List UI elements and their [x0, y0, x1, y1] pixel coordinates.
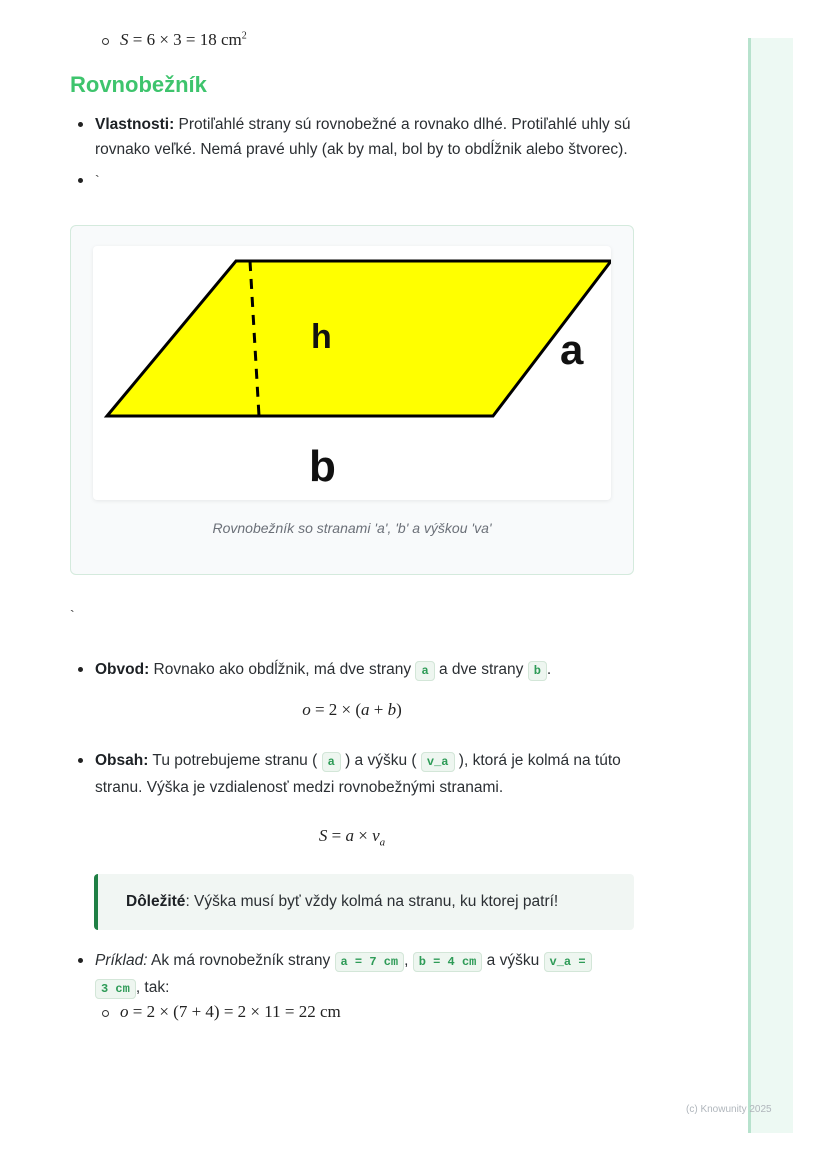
perimeter-list	[70, 657, 634, 684]
parallelogram-diagram	[93, 246, 611, 500]
stray-bullet-item: `	[78, 168, 634, 193]
code-a-value: a = 7 cm	[335, 952, 405, 972]
example-sub-list	[70, 1002, 634, 1022]
area-result-formula: S = 6 × 3 = 18 $cm^2$	[102, 30, 634, 50]
section-title: Rovnobežník	[70, 72, 207, 97]
label-h: h	[311, 318, 332, 356]
label-b: b	[309, 442, 336, 491]
example-list	[70, 948, 634, 1002]
figure-caption: Rovnobežník so stranami 'a', 'b' a výškou 'va'	[212, 520, 492, 536]
copyright: (c) Knowunity 2025	[686, 1104, 772, 1115]
parallelogram-image	[93, 246, 611, 500]
side-panel	[748, 38, 793, 1133]
code-v-a: v_a	[421, 752, 455, 772]
code-a: a	[322, 752, 341, 772]
area-item: Obsah: Tu potrebujeme stranu ( a ) a výšku ( v_a ), ktorá je kolmá na túto stranu. Výška je vzdialenosť medzi rovnobežnými stranami.	[78, 748, 634, 800]
perimeter-formula: o = 2 × (a + b)	[302, 700, 402, 719]
document-content	[70, 30, 634, 1022]
top-formula-list	[70, 30, 634, 50]
code-a: a	[415, 661, 434, 681]
perimeter-example-formula: o = 2 × (7 + 4) = 2 × 11 = 22 cm	[102, 1002, 634, 1022]
stray-backtick: `	[70, 607, 75, 623]
code-b-value: b = 4 cm	[413, 952, 483, 972]
perimeter-item: Obvod: Rovnako ako obdĺžnik, má dve strany a a dve strany b .	[78, 657, 634, 684]
code-v-a-value-cont: 3 cm	[95, 979, 136, 999]
code-v-a-value: v_a =	[544, 952, 592, 972]
area-list	[70, 748, 634, 800]
properties-item: Vlastnosti: Protiľahlé strany sú rovnobežné a rovnako dlhé. Protiľahlé uhly sú rovnako veľké. Nemá pravé uhly (ak by mal, bol by to obdĺžnik alebo štvorec).	[78, 112, 634, 162]
example-item: Príklad: Ak má rovnobežník strany a = 7 cm , b = 4 cm a výšku v_a = 3 cm , tak:	[78, 948, 634, 1002]
properties-list	[70, 112, 634, 193]
area-formula: $S = a \times v_a$	[318, 826, 386, 849]
important-callout: Dôležité: Výška musí byť vždy kolmá na stranu, ku ktorej patrí!	[94, 874, 634, 930]
label-a: a	[560, 326, 584, 373]
code-b: b	[528, 661, 547, 681]
parallelogram-figure	[70, 225, 634, 575]
